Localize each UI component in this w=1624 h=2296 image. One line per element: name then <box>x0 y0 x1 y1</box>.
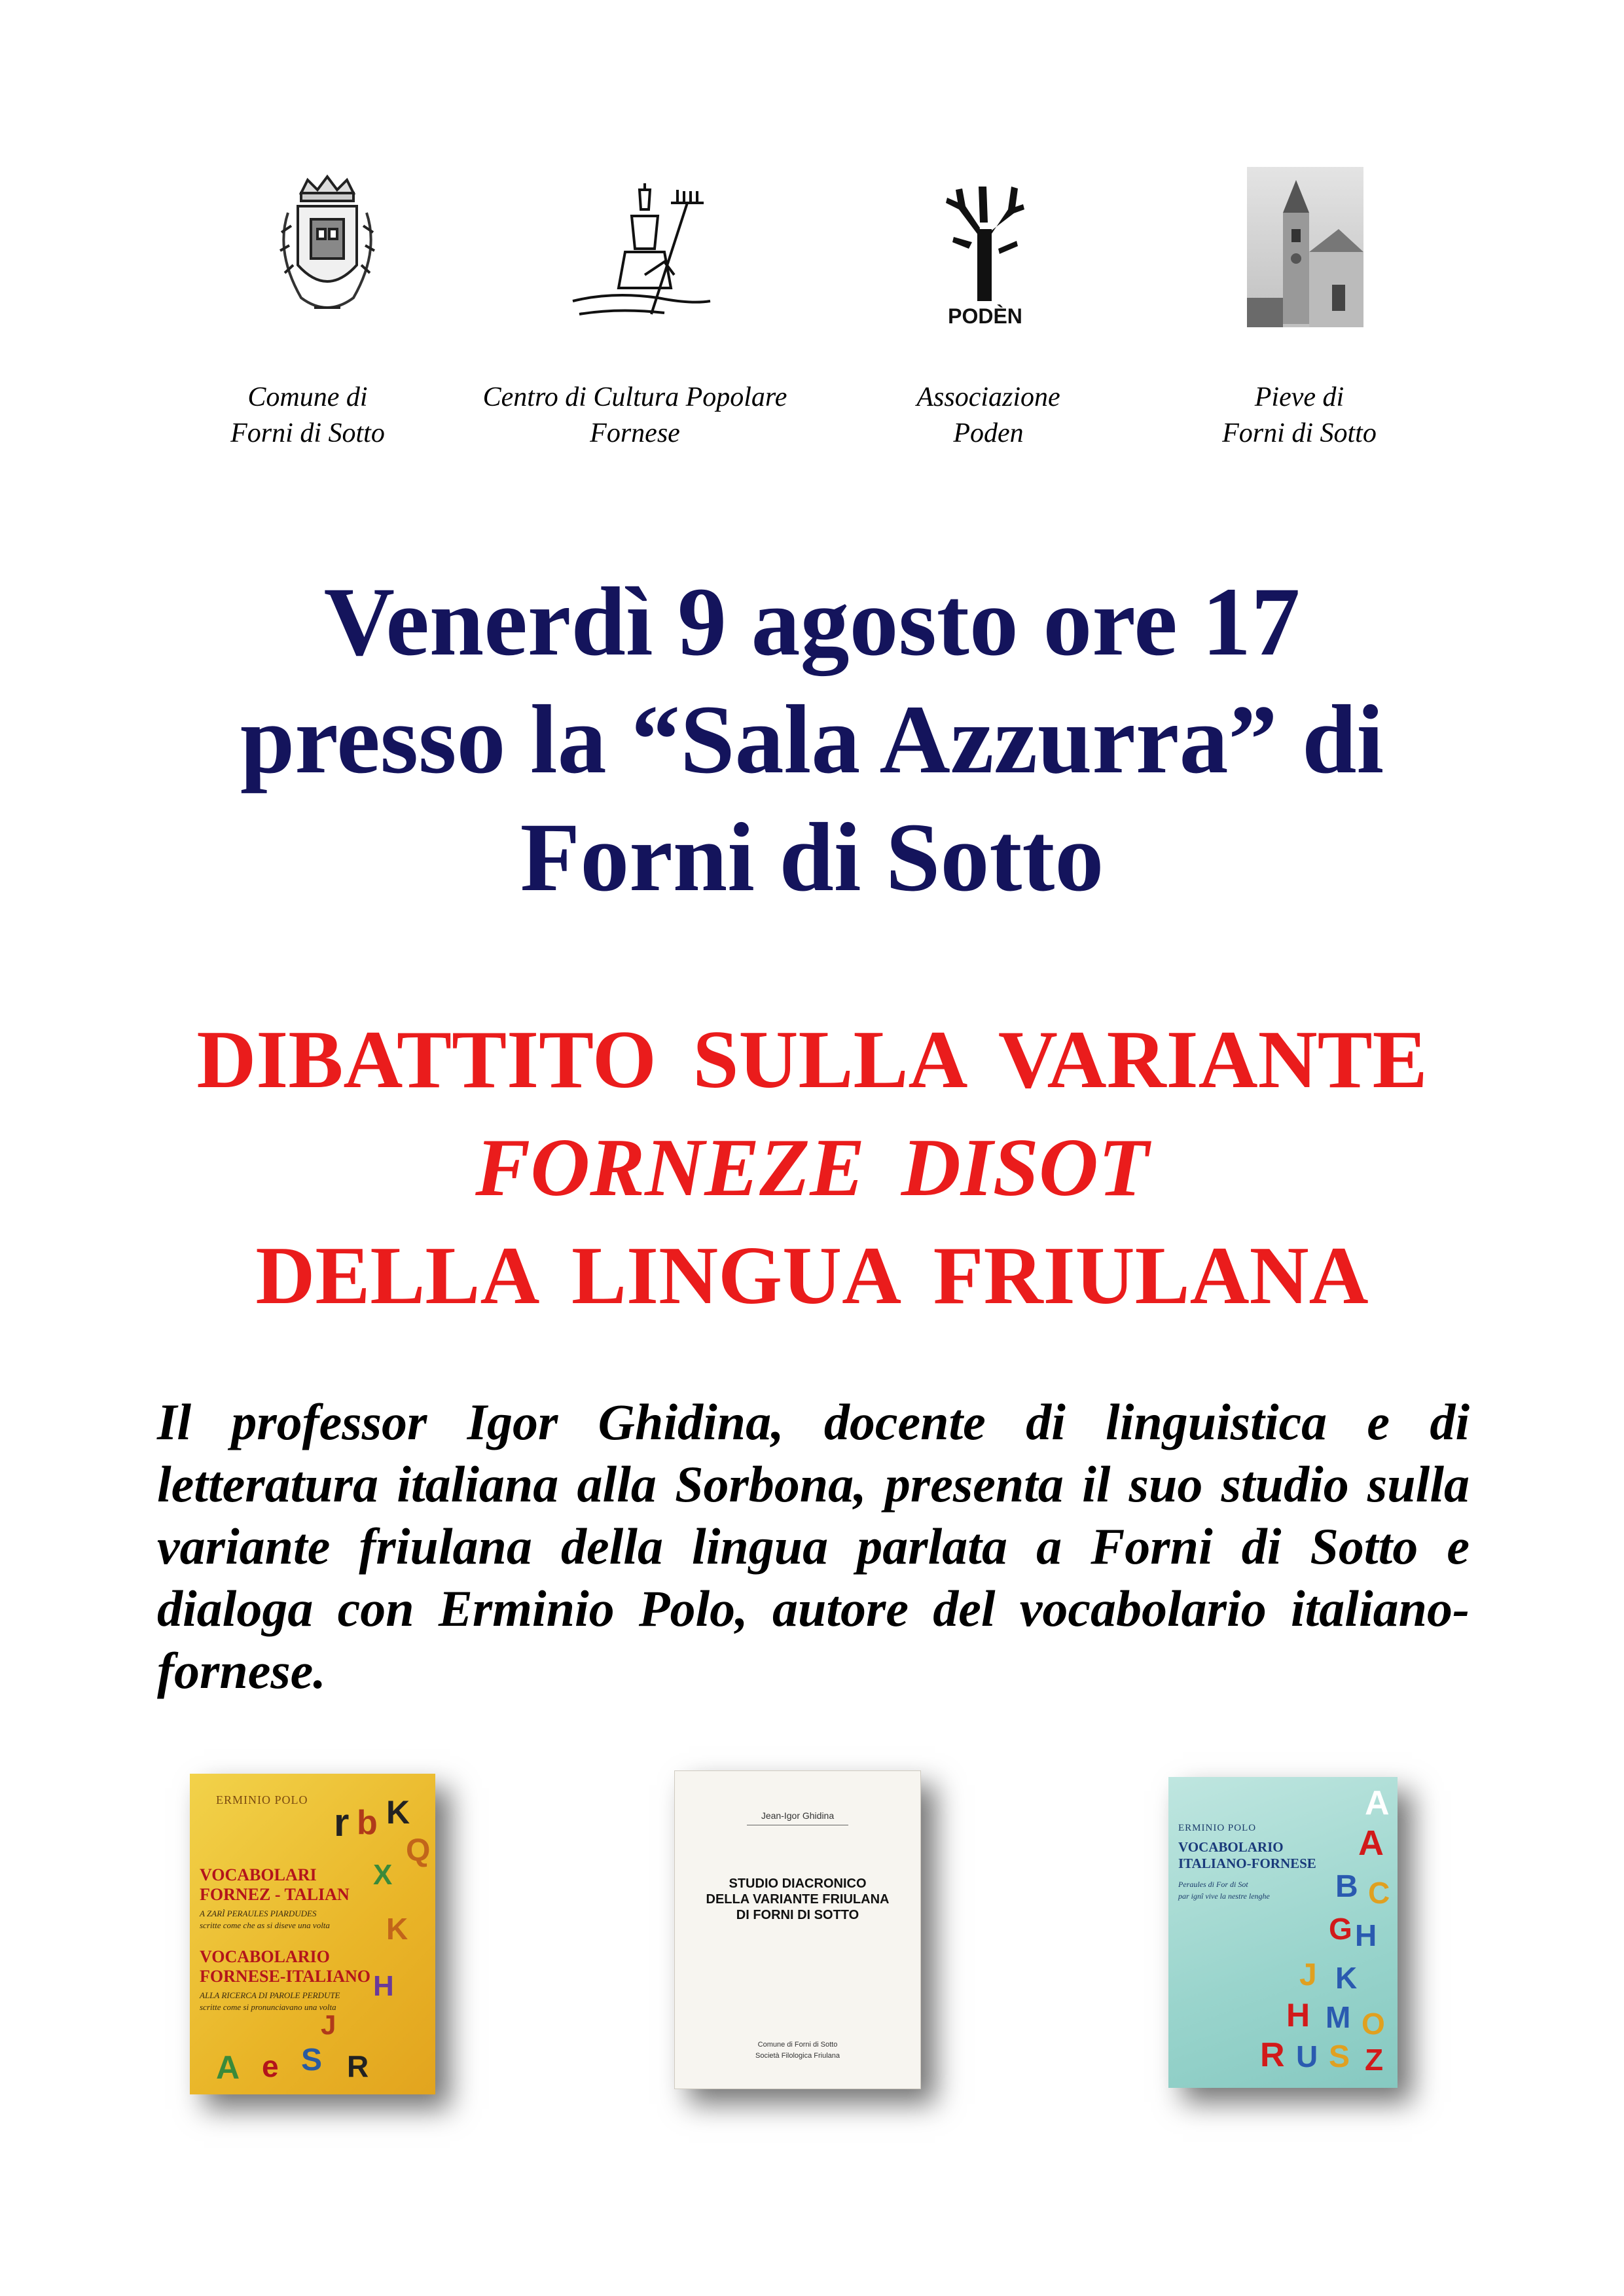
letter-decoration: H <box>1355 1918 1377 1952</box>
book-author: ERMINIO POLO <box>216 1793 308 1806</box>
event-venue: presso la “Sala Azzurra” di <box>240 685 1384 794</box>
letter-decoration: A <box>1365 1784 1390 1822</box>
monument-sketch-icon <box>560 177 717 331</box>
letter-decoration: Q <box>406 1833 431 1868</box>
title-line-2: FORNEZE DISOT <box>475 1122 1149 1213</box>
letter-decoration: O <box>1362 2007 1385 2041</box>
title-line-3: DELLA LINGUA FRIULANA <box>255 1230 1369 1321</box>
letter-decoration: B <box>1335 1869 1358 1904</box>
org-label-pieve: Pieve di Forni di Sotto <box>1222 382 1377 448</box>
letter-decoration: J <box>1299 1958 1317 1992</box>
book-author: ERMINIO POLO <box>1178 1823 1257 1833</box>
letter-decoration: S <box>301 2043 323 2077</box>
letter-decoration: R <box>1260 2036 1285 2074</box>
book-title: VOCABOLARIO ITALIANO-FORNESE <box>1178 1839 1316 1871</box>
letter-decoration: S <box>1329 2039 1350 2074</box>
description: Il professor Igor Ghidina, docente di linguistica e di letteratura italiana alla Sorbona, presenta il suo studio sulla variante friulana della lingua parlata a Forni di Sotto e dialoga con Erminio Polo, autore del vocabolario italiano-fornese. <box>157 1393 1470 1699</box>
letter-decoration: Z <box>1365 2043 1384 2077</box>
book-title-2: VOCABOLARIO FORNESE-ITALIANO <box>200 1947 371 1986</box>
letter-decoration: U <box>1296 2039 1318 2073</box>
org-label-centro-cultura: Centro di Cultura Popolare Fornese <box>482 382 787 448</box>
org-label-associazione: Associazione Poden <box>916 382 1060 448</box>
letter-decoration: R <box>347 2049 369 2083</box>
letter-decoration: K <box>386 1912 408 1946</box>
letter-decoration: H <box>373 1970 394 2002</box>
event-date: Venerdì 9 agosto ore 17 <box>323 567 1301 676</box>
book-title: VOCABOLARI FORNEZ - TALIAN <box>200 1865 350 1904</box>
letter-decoration: J <box>321 2009 336 2040</box>
letter-decoration: b <box>357 1804 378 1842</box>
book-subtitle: A ZARÌ PERAULES PIARDUDES scritte come che as si diseve una volta <box>200 1909 330 1930</box>
tree-icon <box>939 177 1031 334</box>
book-title: STUDIO DIACRONICO DELLA VARIANTE FRIULANA DI FORNI DI SOTTO <box>706 1876 890 1922</box>
book-cover-vocabolario <box>1168 1777 1398 2088</box>
letter-decoration: r <box>334 1801 350 1844</box>
letter-decoration: e <box>262 2049 279 2083</box>
letter-decoration: X <box>373 1859 393 1891</box>
letter-decoration: A <box>216 2049 240 2086</box>
letter-decoration: K <box>1335 1961 1358 1995</box>
church-photo-icon <box>1247 167 1363 327</box>
letter-decoration: M <box>1326 2000 1351 2034</box>
book-subtitle-2: ALLA RICERCA DI PAROLE PERDUTE scritte come si pronunciavano una volta <box>200 1990 340 2012</box>
event-location: Forni di Sotto <box>520 803 1104 912</box>
letter-decoration: A <box>1358 1823 1384 1863</box>
book-cover-vocabolari <box>190 1774 435 2094</box>
letter-decoration: G <box>1329 1912 1352 1946</box>
letter-decoration: H <box>1286 1997 1310 2034</box>
book-cover-studio <box>674 1770 921 2089</box>
org-label-comune: Comune di Forni di Sotto <box>230 382 385 448</box>
title-line-1: DIBATTITO SULLA VARIANTE <box>196 1014 1428 1105</box>
letter-decoration: C <box>1368 1876 1390 1910</box>
poden-logo-text: PODÈN <box>948 304 1022 328</box>
book-publisher: Comune di Forni di Sotto Società Filologica Friulana <box>755 2041 840 2060</box>
book-author: Jean-Igor Ghidina <box>761 1810 835 1821</box>
letter-decoration: K <box>386 1794 410 1831</box>
coat-of-arms-icon <box>262 167 393 331</box>
book-subtitle: Peraules di For di Sot par ignî vive la nestre lenghe <box>1178 1880 1270 1901</box>
